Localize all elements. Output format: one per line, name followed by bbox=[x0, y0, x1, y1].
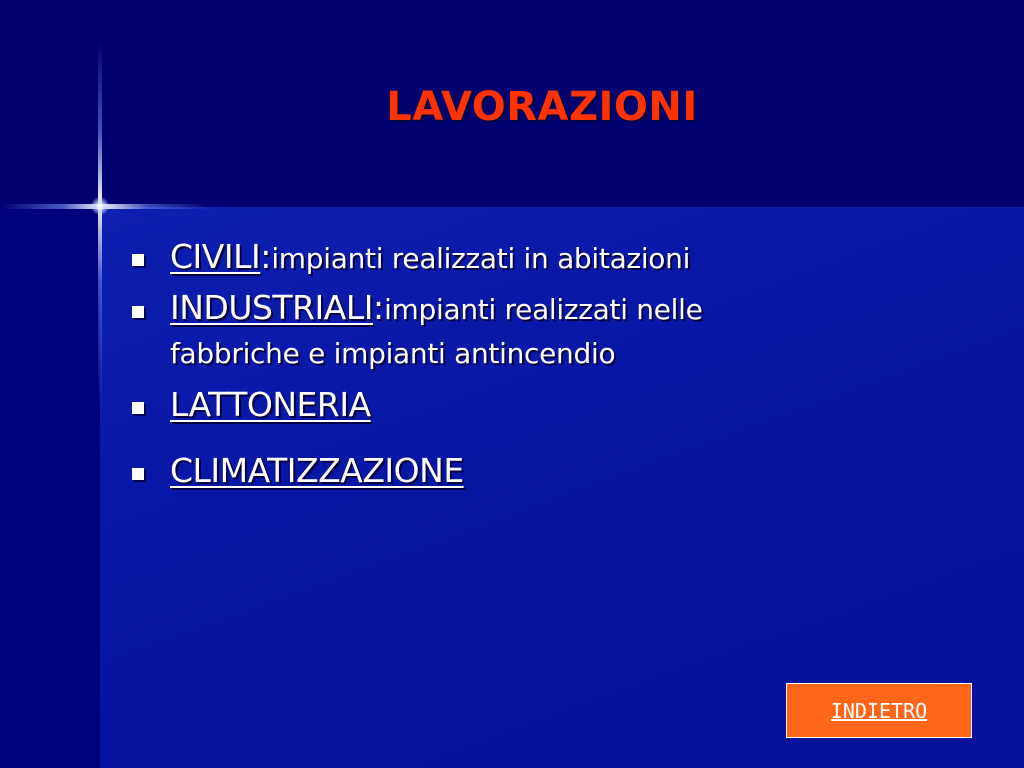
left-band bbox=[0, 207, 100, 768]
back-button[interactable]: INDIETRO bbox=[786, 683, 972, 738]
description-industriali-continued: fabbriche e impianti antincendio bbox=[170, 337, 616, 370]
link-climatizzazione[interactable]: CLIMATIZZAZIONE bbox=[170, 451, 464, 490]
separator: : bbox=[260, 237, 272, 276]
sparkle-star-icon bbox=[91, 197, 109, 215]
list-item-civili bbox=[132, 232, 992, 284]
bullet-square-icon bbox=[132, 402, 144, 414]
bullet-square-icon bbox=[132, 468, 144, 480]
bullet-square-icon bbox=[132, 254, 144, 266]
list-item-climatizzazione bbox=[132, 446, 992, 498]
description-civili: impianti realizzati in abitazioni bbox=[271, 242, 691, 275]
list-item-industriali bbox=[132, 284, 992, 374]
bullet-list bbox=[132, 232, 992, 498]
bullet-square-icon bbox=[132, 306, 144, 318]
description-industriali: impianti realizzati nelle bbox=[384, 293, 703, 326]
link-lattoneria[interactable]: LATTONERIA bbox=[170, 385, 371, 424]
link-industriali[interactable]: INDUSTRIALI bbox=[170, 288, 373, 327]
link-civili[interactable]: CIVILI bbox=[170, 237, 261, 276]
separator: : bbox=[372, 288, 385, 327]
slide-title: LAVORAZIONI bbox=[386, 84, 698, 130]
list-item-lattoneria bbox=[132, 380, 992, 432]
